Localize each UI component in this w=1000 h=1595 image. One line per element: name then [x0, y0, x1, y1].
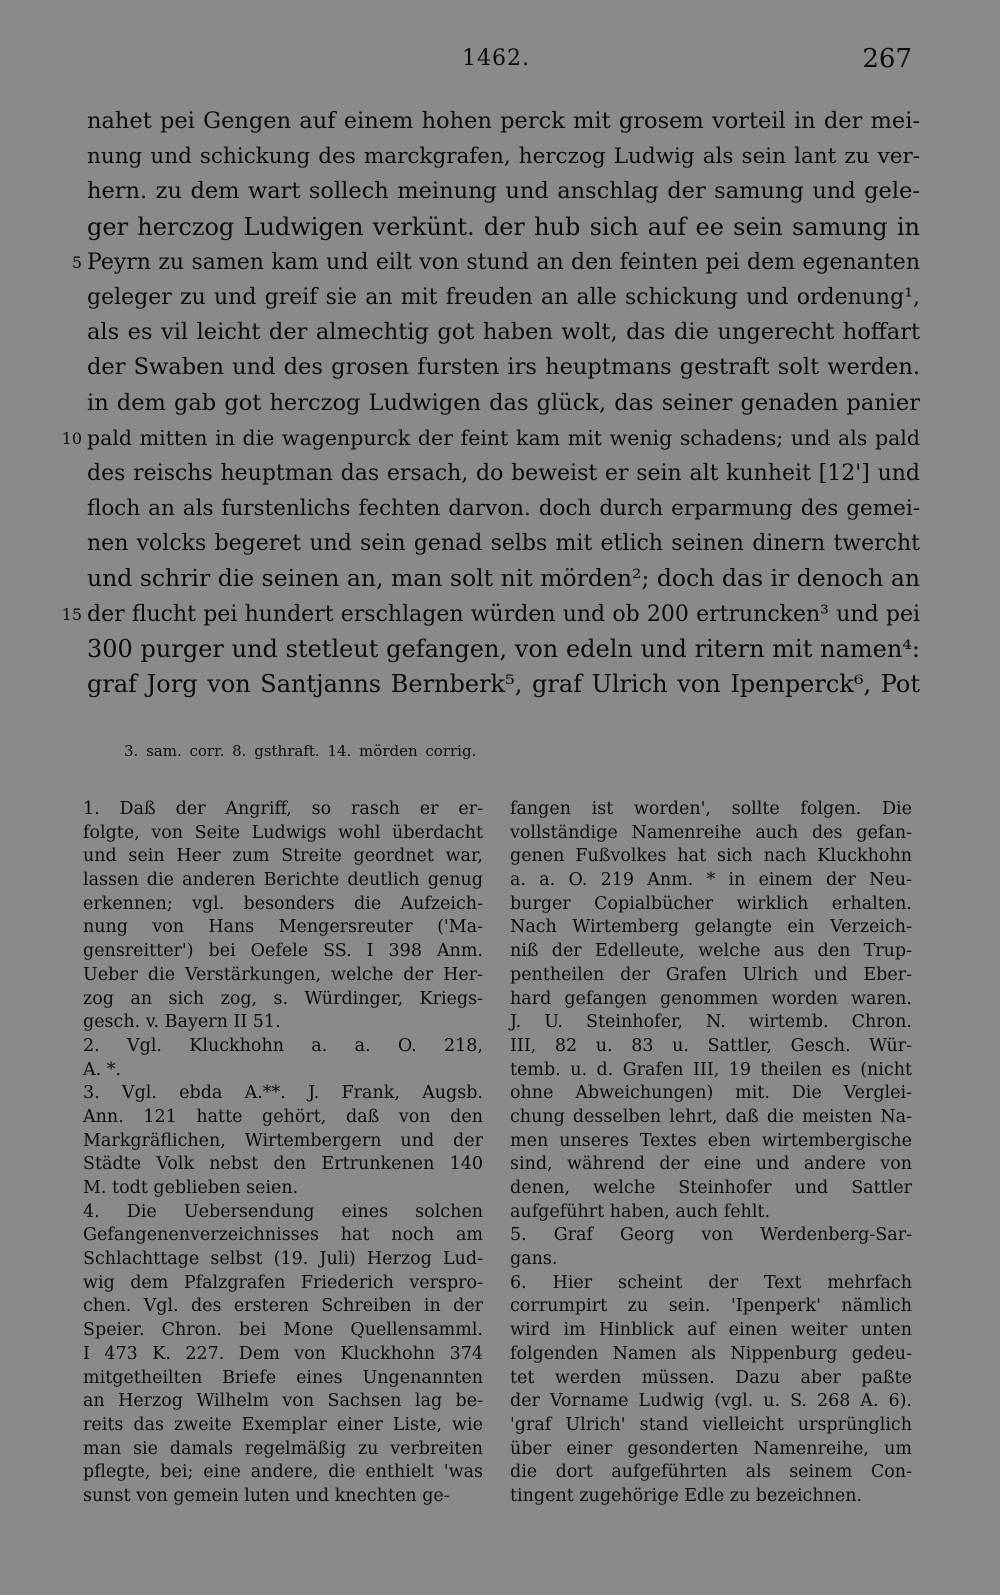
footnote-line: pflegte, bei; eine andere, die enthielt 'was: [83, 1462, 483, 1483]
footnote-line: sunst von gemein luten und knechten ge-: [83, 1485, 450, 1506]
footnote-line: a. a. O. 219 Anm. * in einem der Neu-: [510, 870, 912, 891]
footnote-line: genen Fußvolkes hat sich nach Kluckhohn: [510, 846, 912, 867]
footnote-line: Gefangenenverzeichnisses hat noch am: [83, 1225, 483, 1246]
footnote-line: folgenden Namen als Nippenburg gedeu-: [510, 1343, 912, 1364]
text-line: [60, 280, 920, 315]
footnote-line: Ann. 121 hatte gehört, daß von den: [83, 1106, 483, 1127]
line-text: nung und schickung des marckgrafen, herczog Ludwig als sein lant zu ver-: [87, 144, 920, 170]
footnote-line: niß der Edelleute, welche aus den Trup-: [510, 941, 912, 962]
text-line: [60, 561, 920, 596]
footnote-line: pentheilen der Grafen Ulrich und Eber-: [510, 964, 912, 985]
footnote-line: gensreitter') bei Oefele SS. I 398 Anm.: [83, 941, 483, 962]
line-number: 5: [71, 252, 82, 272]
footnote-line: man sie damals regelmäßig zu verbreiten: [83, 1438, 483, 1459]
footnote-line: tet werden müssen. Dazu aber paßte: [510, 1367, 912, 1388]
footnote-line: 6. Hier scheint der Text mehrfach: [510, 1272, 912, 1293]
footnote-line: Nach Wirtemberg gelangte ein Verzeich-: [510, 917, 912, 938]
running-year: 1462.: [462, 46, 530, 71]
footnote-line: erkennen; vgl. besonders die Aufzeich-: [83, 893, 483, 914]
footnote-line: Schlachttage selbst (19. Juli) Herzog Lud-: [83, 1249, 483, 1270]
footnote-line: chung desselben lehrt, daß die meisten Na-: [510, 1106, 912, 1127]
line-text: nen volcks begeret und sein genad selbs mit etlich seinen dinern twercht: [87, 531, 920, 557]
text-line: [60, 421, 920, 456]
text-line: [60, 315, 920, 350]
footnote-line: die dort aufgeführten als seinem Con-: [510, 1462, 912, 1483]
line-text: geleger zu und greif sie an mit freuden an alle schickung und ordenung¹,: [87, 284, 920, 310]
footnote-line: Ueber die Verstärkungen, welche der Her-: [83, 964, 483, 985]
footnote-line: III, 82 u. 83 u. Sattler, Gesch. Wür-: [510, 1035, 912, 1056]
main-text: [60, 104, 920, 702]
footnote-line: hard gefangen genommen worden waren.: [510, 988, 912, 1009]
footnote-line: nung von Hans Mengersreuter ('Ma-: [83, 917, 483, 938]
text-line: [60, 667, 920, 702]
footnote-line: burger Copialbücher wirklich erhalten.: [510, 893, 912, 914]
footnote-line: 'graf Ulrich' stand vielleicht ursprünglich: [510, 1414, 912, 1435]
line-text: der flucht pei hundert erschlagen würden und ob 200 ertruncken³ und pei: [87, 601, 920, 627]
line-number: 10: [61, 428, 82, 448]
footnote-line: folgte, von Seite Ludwigs wohl überdacht: [83, 822, 483, 843]
line-text: und schrir die seinen an, man solt nit mörden²; doch das ir denoch an: [87, 564, 920, 593]
line-text: graf Jorg von Santjanns Bernberk⁵, graf Ulrich von Ipenperck⁶, Pot: [87, 670, 920, 698]
footnote-line: 2. Vgl. Kluckhohn a. a. O. 218,: [83, 1035, 483, 1056]
line-text: der Swaben und des grosen fursten irs heuptmans gestraft solt werden.: [87, 354, 920, 381]
footnote-line: 5. Graf Georg von Werdenberg-Sar-: [510, 1225, 912, 1246]
text-line: [60, 632, 920, 667]
footnote-line: mitgetheilten Briefe eines Ungenannten: [83, 1367, 483, 1388]
text-line: [60, 491, 920, 526]
footnote-line: temb. u. d. Grafen III, 19 theilen es (nicht: [510, 1059, 912, 1080]
footnote-line: 1. Daß der Angriff, so rasch er er-: [83, 799, 483, 819]
footnote-line: und sein Heer zum Streite geordnet war,: [83, 846, 483, 867]
line-text: ger herczog Ludwigen verkünt. der hub sich auf ee sein samung in: [87, 212, 920, 241]
footnote-line: aufgeführt haben, auch fehlt.: [510, 1201, 771, 1222]
line-text: hern. zu dem wart sollech meinung und anschlag der samung und gele-: [87, 178, 920, 205]
footnote-line: Städte Volk nebst den Ertrunkenen 140: [83, 1154, 483, 1175]
page-number: 267: [862, 44, 912, 74]
footnote-line: I 473 K. 227. Dem von Kluckhohn 374: [83, 1343, 483, 1364]
footnote-line: vollständige Namenreihe auch des gefan-: [510, 822, 912, 843]
footnote-line: wird im Hinblick auf einen weiter unten: [510, 1320, 912, 1341]
footnote-line: M. todt geblieben seien.: [83, 1178, 299, 1198]
footnote-line: Speier. Chron. bei Mone Quellensamml.: [83, 1320, 483, 1341]
footnote-line: der Vorname Ludwig (vgl. u. S. 268 A. 6).: [510, 1391, 912, 1412]
footnote-line: fangen ist worden', sollte folgen. Die: [510, 799, 912, 819]
text-line: [60, 174, 920, 209]
footnote-line: reits das zweite Exemplar einer Liste, wie: [83, 1414, 483, 1435]
footnote-line: zog an sich zog, s. Würdinger, Kriegs-: [83, 988, 483, 1009]
text-line: [60, 350, 920, 385]
line-text: pald mitten in die wagenpurck der feint kam mit wenig schadens; und als pald: [87, 425, 920, 450]
line-text: in dem gab got herczog Ludwigen das glück, das seiner genaden panier: [87, 389, 920, 416]
text-line: [60, 210, 920, 245]
footnotes-left-column: [83, 798, 483, 1509]
page-header: [0, 44, 1000, 84]
line-text: nahet pei Gengen auf einem hohen perck mit grosem vorteil in der mei-: [87, 108, 920, 134]
footnote-line: A. *.: [83, 1059, 122, 1080]
text-line: [60, 139, 920, 174]
footnote-line: wig dem Pfalzgrafen Friederich verspro-: [83, 1272, 483, 1293]
line-text: Peyrn zu samen kam und eilt von stund an den feinten pei dem egenanten: [87, 249, 920, 275]
text-line: [60, 386, 920, 421]
footnote-line: men unseres Textes eben wirtembergische: [510, 1130, 912, 1151]
text-line: [60, 104, 920, 139]
footnote-line: lassen die anderen Berichte deutlich genug: [83, 870, 483, 891]
text-line: [60, 456, 920, 491]
footnote-line: an Herzog Wilhelm von Sachsen lag be-: [83, 1391, 483, 1412]
footnote-line: 3. Vgl. ebda A.**. J. Frank, Augsb.: [83, 1083, 483, 1104]
footnote-line: 4. Die Uebersendung eines solchen: [83, 1201, 483, 1222]
text-line: [60, 526, 920, 561]
footnote-line: gesch. v. Bayern II 51.: [83, 1012, 281, 1033]
footnote-line: denen, welche Steinhofer und Sattler: [510, 1178, 912, 1198]
footnote-line: corrumpirt zu sein. 'Ipenperk' nämlich: [510, 1296, 912, 1317]
footnote-line: sind, während der eine und andere von: [510, 1154, 912, 1175]
footnote-line: über einer gesonderten Namenreihe, um: [510, 1438, 912, 1459]
footnote-line: J. U. Steinhofer, N. wirtemb. Chron.: [510, 1012, 912, 1033]
text-line: [60, 245, 920, 280]
footnote-line: tingent zugehörige Edle zu bezeichnen.: [510, 1485, 863, 1506]
footnote-line: chen. Vgl. des ersteren Schreiben in der: [83, 1296, 483, 1317]
line-text: 300 purger und stetleut gefangen, von edeln und ritern mit namen⁴:: [87, 634, 920, 663]
text-corrections: 3. sam. corr. 8. gsthraft. 14. mörden corrig.: [124, 742, 477, 760]
text-line: [60, 597, 920, 632]
line-number: 15: [61, 604, 82, 624]
footnote-line: Markgräflichen, Wirtembergern und der: [83, 1130, 483, 1151]
footnote-line: ohne Abweichungen) mit. Die Verglei-: [510, 1083, 912, 1104]
line-text: als es vil leicht der almechtig got haben wolt, das die ungerecht hoffart: [87, 319, 920, 346]
line-text: floch an als furstenlichs fechten darvon. doch durch erparmung des gemei-: [87, 496, 920, 522]
line-text: des reischs heuptman das ersach, do beweist er sein alt kunheit [12'] und: [87, 460, 920, 486]
footnote-line: gans.: [510, 1249, 558, 1270]
footnotes-right-column: [510, 798, 912, 1509]
